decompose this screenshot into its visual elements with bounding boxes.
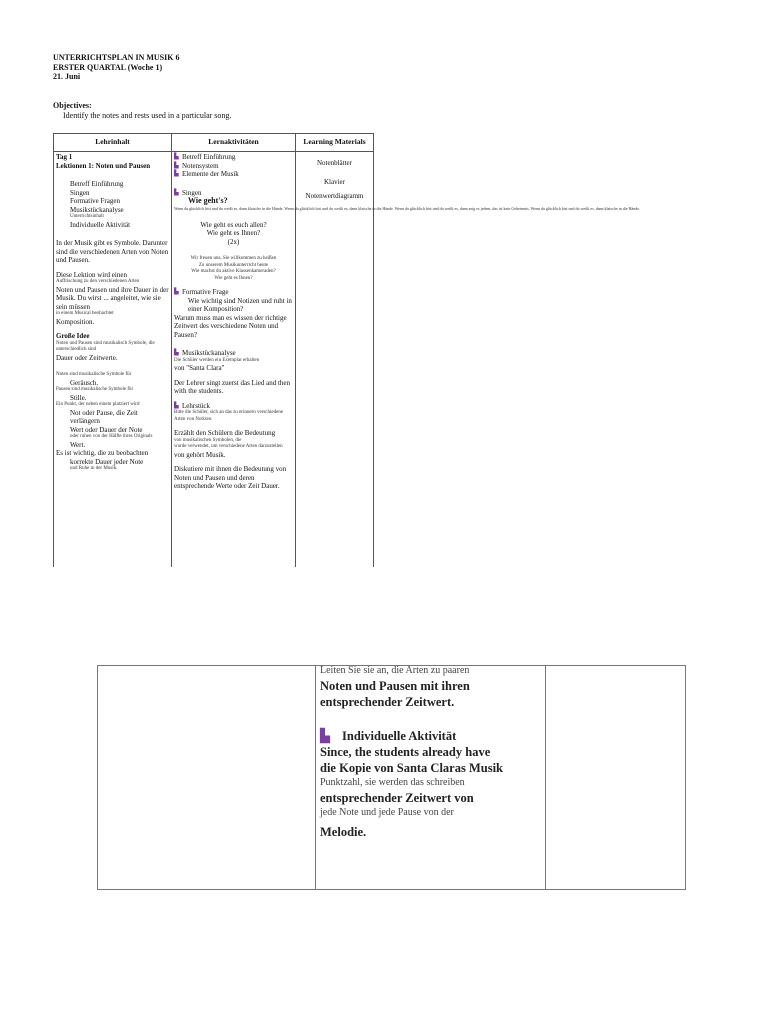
lesson-plan-table xyxy=(53,133,641,567)
continuation-line: Melodie. xyxy=(320,825,367,839)
objectives-title: Objectives: xyxy=(53,101,92,110)
activity-lesson: ▙ Lehrstück xyxy=(174,402,293,411)
topic-list xyxy=(56,180,169,229)
continuation-line: Since, the students already have xyxy=(320,745,491,759)
big-idea-bullet: Not oder Pause, die Zeit verlängern xyxy=(70,408,138,425)
song-verse: Wie geht es Ihnen? xyxy=(206,229,261,237)
activity-item: ▙ Elemente der Musik xyxy=(174,170,293,179)
teacher-text: Der Lehrer singt zuerst das Lied and then with the students. xyxy=(174,378,291,395)
analysis-text: Die Schüler werden ein Exemplar erhalten xyxy=(174,357,260,363)
activity-singen: ▙ Singen xyxy=(174,189,293,198)
lesson-text: in einem Musical beobachtet xyxy=(56,311,114,316)
header-lernaktivitaeten: Lernaktivitäten xyxy=(172,134,296,152)
intro-paragraph: In der Musik gibt es Symbole. Darunter sind die verschiedenen Arten von Noten und Pausen. xyxy=(56,239,169,264)
objectives-section xyxy=(53,101,231,120)
objectives-item: Identify the notes and rests used in a particular song. xyxy=(63,110,232,120)
song-verse: (2x) xyxy=(227,237,240,246)
continuation-line: jede Note und jede Pause von der xyxy=(320,807,454,818)
continuation-line: Noten und Pausen mit ihren xyxy=(320,679,470,693)
lesson-text: Komposition. xyxy=(56,317,95,326)
continuation-line: Punktzahl, sie werden das schreiben xyxy=(320,777,465,788)
big-idea-bullet: und Ruhe in der Musik. xyxy=(70,466,118,471)
big-idea-text: Noten und Pausen sind musikalisch Symbole, die unterschiedlich sind xyxy=(56,340,155,352)
header-learning-materials: Learning Materials xyxy=(296,134,374,152)
greeting-line: Wir freuen uns, Sie willkommen zu heißen xyxy=(190,256,277,261)
list-item: Individuelle Aktivität xyxy=(70,220,131,229)
lesson-text: Noten und Pausen und ihre Dauer in der Musik. Du wirst ... angeleitet, wie sie sein müssen xyxy=(56,285,169,311)
big-idea-bullet: Noten sind musikalische Symbole für xyxy=(56,372,132,377)
big-idea-text: Dauer oder Zeitwerte. xyxy=(56,353,118,362)
header-title: UNTERRICHTSPLAN IN MUSIK 6 xyxy=(53,53,180,62)
big-idea-bullet: Es ist wichtig, die zu beobachten xyxy=(56,449,149,457)
big-idea-bullet: Wert oder Dauer der Note xyxy=(70,425,143,434)
activity-formative: ▙ Formative Frage xyxy=(174,288,293,297)
big-idea-bullet: korrekte Dauer jeder Note xyxy=(70,457,144,466)
list-item: Musikstückanalyse xyxy=(70,205,124,214)
list-item: Betreff Einführung xyxy=(70,180,124,188)
big-idea-bullet: Ein Punkt, der neben einem platziert wird xyxy=(56,402,140,407)
content-column xyxy=(54,152,172,568)
continuation-table xyxy=(97,665,686,890)
continuation-activities-cell xyxy=(316,666,546,890)
formative-question: Warum muss man es wissen der richtige Zeitwert des verschiedene Noten und Pausen? xyxy=(174,313,287,339)
material-item: Notenwertdiagramm xyxy=(305,192,364,200)
lesson-activity-text: Bitte die Schüler, sich an das zu erinnern verschiedene Arten von Notizen. xyxy=(174,410,284,422)
big-idea-bullet: Stille. xyxy=(70,393,87,402)
explain-text: Erzählt den Schülern die Bedeutung xyxy=(174,429,276,437)
big-idea-bullet: Pausen sind musikalische Symbole für xyxy=(56,387,134,392)
continuation-line: entsprechender Zeitwert. xyxy=(320,695,455,709)
material-item: Notenblätter xyxy=(317,159,352,167)
continuation-materials-cell xyxy=(546,666,686,890)
analysis-text: von "Santa Clara" xyxy=(174,364,225,372)
explain-text: wurde verwendet, um verschiedene Arten darzustellen xyxy=(174,444,283,449)
header-lehrinhalt: Lehrinhalt xyxy=(54,134,172,152)
song-title: Wie geht's? xyxy=(188,196,228,205)
big-idea-title: Große Idee xyxy=(56,332,90,340)
discuss-text: Diskutiere mit ihnen die Bedeutung von Noten und Pausen und deren entsprechende Werte oder Zeit Dauer. xyxy=(174,465,287,490)
individual-activity-heading: ▙ Individuelle Aktivität xyxy=(320,728,541,744)
explain-text: von gehört Musik. xyxy=(174,450,226,459)
song-verse: Wie geht es euch allen? xyxy=(200,220,267,229)
big-idea-bullet: oder ruhen von der Hälfte ihres Originals xyxy=(70,434,153,439)
greeting-line: Zu unserem Musikunterricht heute xyxy=(198,262,269,268)
big-idea-bullet: Geräusch. xyxy=(70,378,99,387)
list-item: Singen xyxy=(70,188,90,197)
header-quarter: ERSTER QUARTAL (Woche 1) xyxy=(53,62,163,72)
song-lyrics-tiny: Wenn du glücklich bist und du weißt es, dann klatsche in die Hände. Wenn du glücklich bist und du weißt es, dann klatsche in die Hände. Wenn du glücklich bist und du weißt es, dann zeig es jedem, das ist kein Geheimnis. Wenn du glücklich bist und du weißt es, dann klatsche in die Hände. xyxy=(174,205,641,211)
header-date: 21. Juni xyxy=(53,72,81,81)
lesson-title: Lektionen 1: Noten und Pausen xyxy=(56,161,151,170)
activity-analysis: ▙ Musikstückanalyse xyxy=(174,349,293,358)
list-item: Unterrichtsinhalt xyxy=(70,214,104,219)
greeting-line: Wie machst du aktive Klassenkameraden? xyxy=(191,269,276,274)
continuation-line: Leiten Sie sie an, die Arten zu paaren xyxy=(320,665,470,676)
lesson-text: Auffrischung zu den verschiedenen Arten xyxy=(56,279,140,284)
formative-question: Wie wichtig sind Notizen und ruht in einer Komposition? xyxy=(188,296,292,313)
day-label: Tag 1 xyxy=(56,153,73,161)
explain-text: von musikalischen Symbolen, die xyxy=(174,437,242,443)
activity-item: ▙ Notensystem xyxy=(174,162,293,171)
greeting-line: Wie geht es Ihnen? xyxy=(214,275,253,281)
continuation-line: entsprechender Zeitwert von xyxy=(320,791,474,805)
continuation-content-cell xyxy=(98,666,316,890)
continuation-line: die Kopie von Santa Claras Musik xyxy=(320,761,504,775)
activity-item: ▙ Betreff Einführung xyxy=(174,153,293,162)
list-item: Formative Fragen xyxy=(70,197,120,205)
material-item: Klavier xyxy=(324,177,345,186)
lesson-text: Diese Lektion wird einen xyxy=(56,270,127,279)
materials-column xyxy=(296,152,374,568)
big-idea-bullet: Wert. xyxy=(70,440,86,449)
lesson-plan-header xyxy=(53,53,179,82)
